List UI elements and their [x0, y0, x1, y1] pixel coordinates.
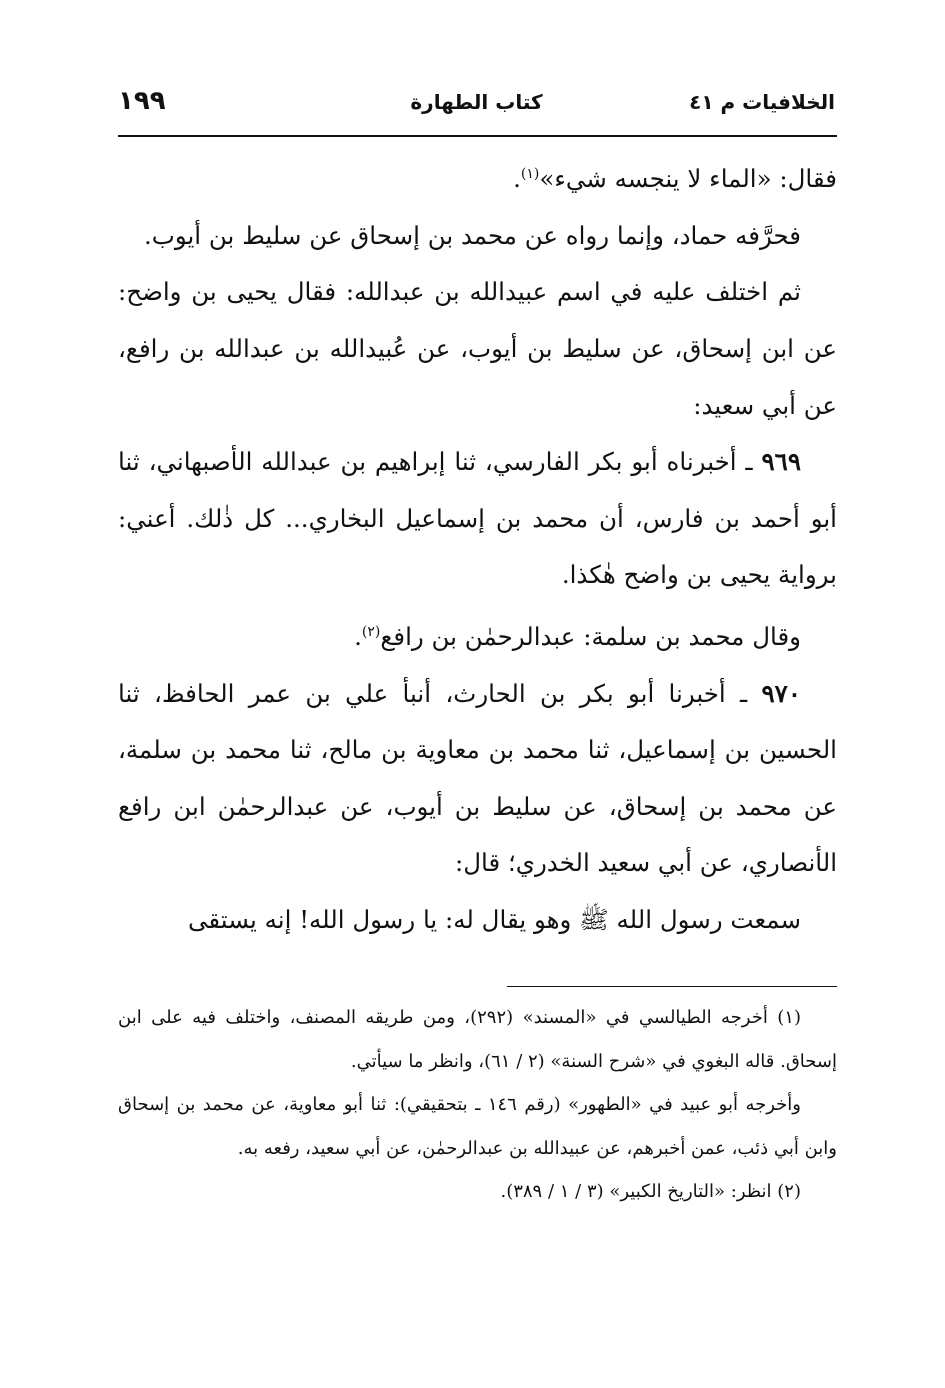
- footnote-ref-1: (١): [520, 166, 540, 182]
- hadith-number: ٩٧٠: [761, 678, 801, 708]
- hadith-970: [118, 666, 837, 892]
- header-book-part: الخلافيات م ٤١: [689, 90, 835, 114]
- paragraph: ثم اختلف عليه في اسم عبيدالله بن عبدالله: فقال يحيى بن واضح: عن ابن إسحاق، عن سليط بن أيوب، عن عُبيدالله بن عبدالله بن رافع، عن أبي سعيد:: [118, 277, 837, 420]
- paragraph-quote: فقال: «الماء لا ينجسه شيء»$^{(١)}$.: [513, 164, 837, 194]
- footnotes: [118, 996, 837, 1214]
- header-chapter-title: كتاب الطهارة: [410, 90, 543, 114]
- paragraph: فحرَّفه حماد، وإنما رواه عن محمد بن إسحاق عن سليط بن أيوب.: [143, 220, 801, 250]
- main-text: [118, 146, 837, 949]
- hadith-text: ـ أخبرنا أبو بكر بن الحارث، أنبأ علي بن عمر الحافظ، ثنا الحسين بن إسماعيل، ثنا محمد بن معاوية بن مالح، ثنا محمد بن سلمة، عن محمد بن إسحاق، عن سليط بن أيوب، عن عبدالرحمٰن ابن رافع الأنصاري، عن أبي سعيد الخدري؛ قال:: [118, 678, 837, 878]
- page-number: ١٩٩: [118, 86, 166, 116]
- footnote-2: (٢) انظر: «التاريخ الكبير» (٣ / ١ / ٣٨٩).: [500, 1181, 801, 1202]
- hadith-text: ـ أخبرناه أبو بكر الفارسي، ثنا إبراهيم بن عبدالله الأصبهاني، ثنا أبو أحمد بن فارس، أن محمد بن إسماعيل البخاري... كل ذٰلك. أعني: برواية يحيى بن واضح هٰكذا.: [118, 447, 837, 590]
- running-header: [118, 82, 835, 126]
- footnote-separator: [507, 986, 837, 987]
- hadith-969: [118, 434, 837, 604]
- paragraph: سمعت رسول الله ﷺ وهو يقال له: يا رسول الله! إنه يستقى: [187, 905, 801, 935]
- header-rule: [118, 135, 837, 137]
- hadith-number: ٩٦٩: [761, 447, 801, 477]
- footnote-1: (١) أخرجه الطيالسي في «المسند» (٢٩٢)، ومن طريقه المصنف، واختلف فيه على ابن إسحاق. قاله البغوي في «شرح السنة» (٢ / ٦١)، وانظر ما سيأتي.: [118, 1007, 837, 1072]
- footnote-1-continued: وأخرجه أبو عبيد في «الطهور» (رقم ١٤٦ ـ بتحقيقي): ثنا أبو معاوية، عن محمد بن إسحاق وابن أبي ذئب، عمن أخبرهم، عن عبيدالله بن عبدالرحمٰن، عن أبي سعيد، رفعه به.: [118, 1094, 837, 1159]
- paragraph: وقال محمد بن سلمة: عبدالرحمٰن بن رافع$^{(٢)}$.: [354, 622, 801, 652]
- footnote-ref-2: (٢): [361, 623, 381, 640]
